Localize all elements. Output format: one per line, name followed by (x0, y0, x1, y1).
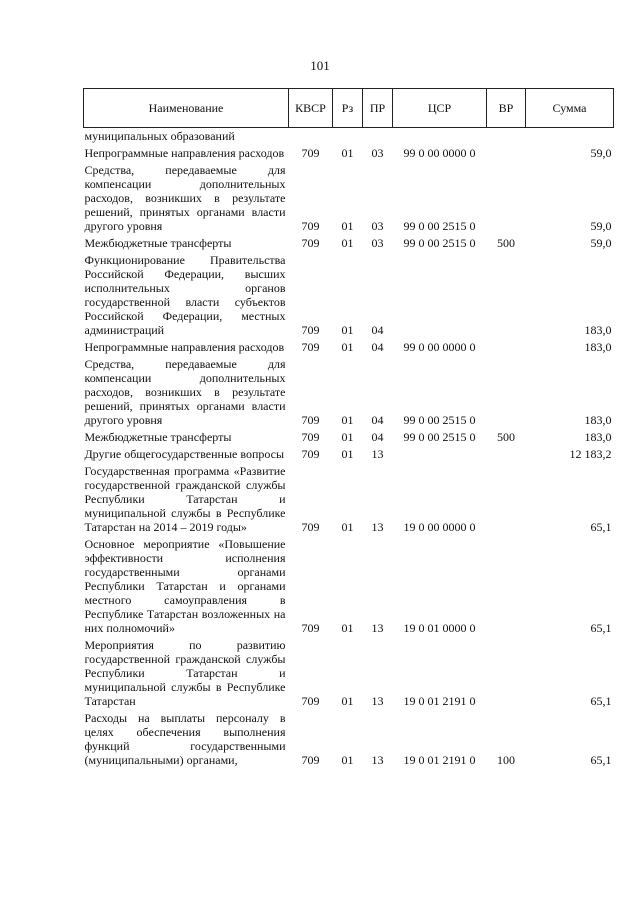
cell-kvsr: 709 (301, 323, 320, 337)
header-sum: Сумма (526, 89, 614, 128)
cell-name: муниципальных образований (84, 129, 235, 143)
header-pr: ПР (363, 89, 393, 128)
cell-vr: 100 (497, 753, 515, 767)
cell-vr: 500 (497, 430, 515, 444)
cell-name: Основное мероприятие «Повышение эффективности исполнения государственными органами Республики Татарстан и органами местного самоуправления в Республике Татарстан возложенных на них полномочий» (84, 537, 286, 635)
cell-rz: 01 (341, 621, 354, 635)
cell-rz: 01 (341, 413, 354, 427)
cell-pr: 03 (371, 146, 384, 160)
cell-vr (487, 163, 526, 236)
cell-pr: 04 (371, 430, 384, 444)
table-row (84, 128, 614, 147)
cell-name: Расходы на выплаты персоналу в целях обеспечения выполнения функций государственными (муниципальными) органами, (84, 711, 286, 767)
cell-sum: 183,0 (584, 323, 612, 337)
cell-vr (487, 128, 526, 147)
cell-rz: 01 (341, 323, 354, 337)
table-row (84, 146, 614, 163)
cell-pr: 03 (371, 219, 384, 233)
table-row (84, 464, 614, 537)
header-vr: ВР (487, 89, 526, 128)
cell-sum: 59,0 (590, 219, 612, 233)
cell-pr: 13 (371, 694, 384, 708)
cell-vr (487, 357, 526, 430)
cell-sum: 65,1 (590, 753, 612, 767)
cell-rz: 01 (341, 430, 354, 444)
cell-rz: 01 (341, 340, 354, 354)
cell-rz: 01 (341, 236, 354, 250)
cell-csr: 19 0 01 2191 0 (403, 694, 476, 708)
cell-name: Другие общегосударственные вопросы (84, 447, 285, 461)
cell-vr (487, 146, 526, 163)
cell-csr: 99 0 00 0000 0 (403, 340, 476, 354)
cell-rz: 01 (341, 146, 354, 160)
cell-rz: 01 (341, 447, 354, 461)
cell-sum (526, 128, 614, 147)
cell-kvsr: 709 (301, 219, 320, 233)
table-row (84, 430, 614, 447)
cell-sum: 59,0 (590, 146, 612, 160)
cell-kvsr: 709 (301, 520, 320, 534)
cell-sum: 59,0 (590, 236, 612, 250)
table-row (84, 163, 614, 236)
cell-csr (393, 253, 487, 340)
cell-name: Функционирование Правительства Российской Федерации, высших исполнительных органов государственной власти субъектов Российской Федерации, местных администраций (84, 253, 286, 337)
cell-name: Непрограммные направления расходов (84, 340, 285, 354)
cell-csr: 19 0 01 2191 0 (403, 753, 476, 767)
cell-csr: 99 0 00 2515 0 (403, 219, 476, 233)
cell-pr: 13 (371, 520, 384, 534)
cell-vr (487, 537, 526, 638)
cell-sum: 12 183,2 (569, 447, 612, 461)
header-name: Наименование (84, 89, 289, 128)
cell-pr: 04 (371, 323, 384, 337)
cell-sum: 65,1 (590, 621, 612, 635)
cell-kvsr: 709 (301, 430, 320, 444)
table-body (84, 128, 614, 771)
table-row (84, 357, 614, 430)
cell-kvsr: 709 (301, 694, 320, 708)
cell-vr (487, 638, 526, 711)
cell-vr (487, 253, 526, 340)
cell-csr: 99 0 00 2515 0 (403, 413, 476, 427)
cell-csr: 99 0 00 0000 0 (403, 146, 476, 160)
table-row (84, 537, 614, 638)
cell-sum: 183,0 (584, 413, 612, 427)
header-csr: ЦСР (393, 89, 487, 128)
cell-kvsr: 709 (301, 621, 320, 635)
cell-name: Межбюджетные трансферты (84, 236, 232, 250)
cell-kvsr: 709 (301, 340, 320, 354)
cell-kvsr: 709 (301, 753, 320, 767)
cell-kvsr: 709 (301, 146, 320, 160)
cell-kvsr (289, 128, 333, 147)
cell-kvsr: 709 (301, 447, 320, 461)
cell-vr (487, 464, 526, 537)
cell-csr: 99 0 00 2515 0 (403, 430, 476, 444)
cell-name: Непрограммные направления расходов (84, 146, 285, 160)
cell-rz (333, 128, 363, 147)
cell-rz: 01 (341, 520, 354, 534)
table-row (84, 711, 614, 770)
cell-rz: 01 (341, 694, 354, 708)
header-kvsr: КВСР (289, 89, 333, 128)
cell-name: Средства, передаваемые для компенсации дополнительных расходов, возникших в результате решений, принятых органами власти другого уровня (84, 357, 286, 427)
cell-kvsr: 709 (301, 236, 320, 250)
cell-vr (487, 447, 526, 464)
cell-name: Мероприятия по развитию государственной гражданской службы Республики Татарстан и муниципальной службы в Республике Татарстан (84, 638, 286, 708)
cell-pr: 13 (371, 753, 384, 767)
cell-sum: 65,1 (590, 520, 612, 534)
cell-csr: 19 0 00 0000 0 (403, 520, 476, 534)
cell-pr (363, 128, 393, 147)
budget-table (83, 88, 614, 770)
cell-rz: 01 (341, 753, 354, 767)
cell-vr (487, 340, 526, 357)
page-number: 101 (310, 58, 330, 73)
cell-csr (393, 128, 487, 147)
cell-csr: 19 0 01 0000 0 (403, 621, 476, 635)
cell-sum: 183,0 (584, 430, 612, 444)
table-row (84, 253, 614, 340)
cell-sum: 183,0 (584, 340, 612, 354)
cell-pr: 03 (371, 236, 384, 250)
cell-csr (393, 447, 487, 464)
cell-rz: 01 (341, 219, 354, 233)
table-row (84, 447, 614, 464)
table-row (84, 340, 614, 357)
table-row (84, 236, 614, 253)
table-row (84, 638, 614, 711)
cell-name: Межбюджетные трансферты (84, 430, 232, 444)
cell-sum: 65,1 (590, 694, 612, 708)
cell-name: Средства, передаваемые для компенсации дополнительных расходов, возникших в результате решений, принятых органами власти другого уровня (84, 163, 286, 233)
cell-name: Государственная программа «Развитие государственной гражданской службы Республики Татарстан и муниципальной службы в Республике Татарстан на 2014 – 2019 годы» (84, 464, 286, 534)
table-header-row (84, 89, 614, 128)
cell-csr: 99 0 00 2515 0 (403, 236, 476, 250)
cell-vr: 500 (497, 236, 515, 250)
header-rz: Рз (333, 89, 363, 128)
cell-pr: 04 (371, 413, 384, 427)
cell-pr: 13 (371, 447, 384, 461)
cell-pr: 13 (371, 621, 384, 635)
cell-pr: 04 (371, 340, 384, 354)
cell-kvsr: 709 (301, 413, 320, 427)
